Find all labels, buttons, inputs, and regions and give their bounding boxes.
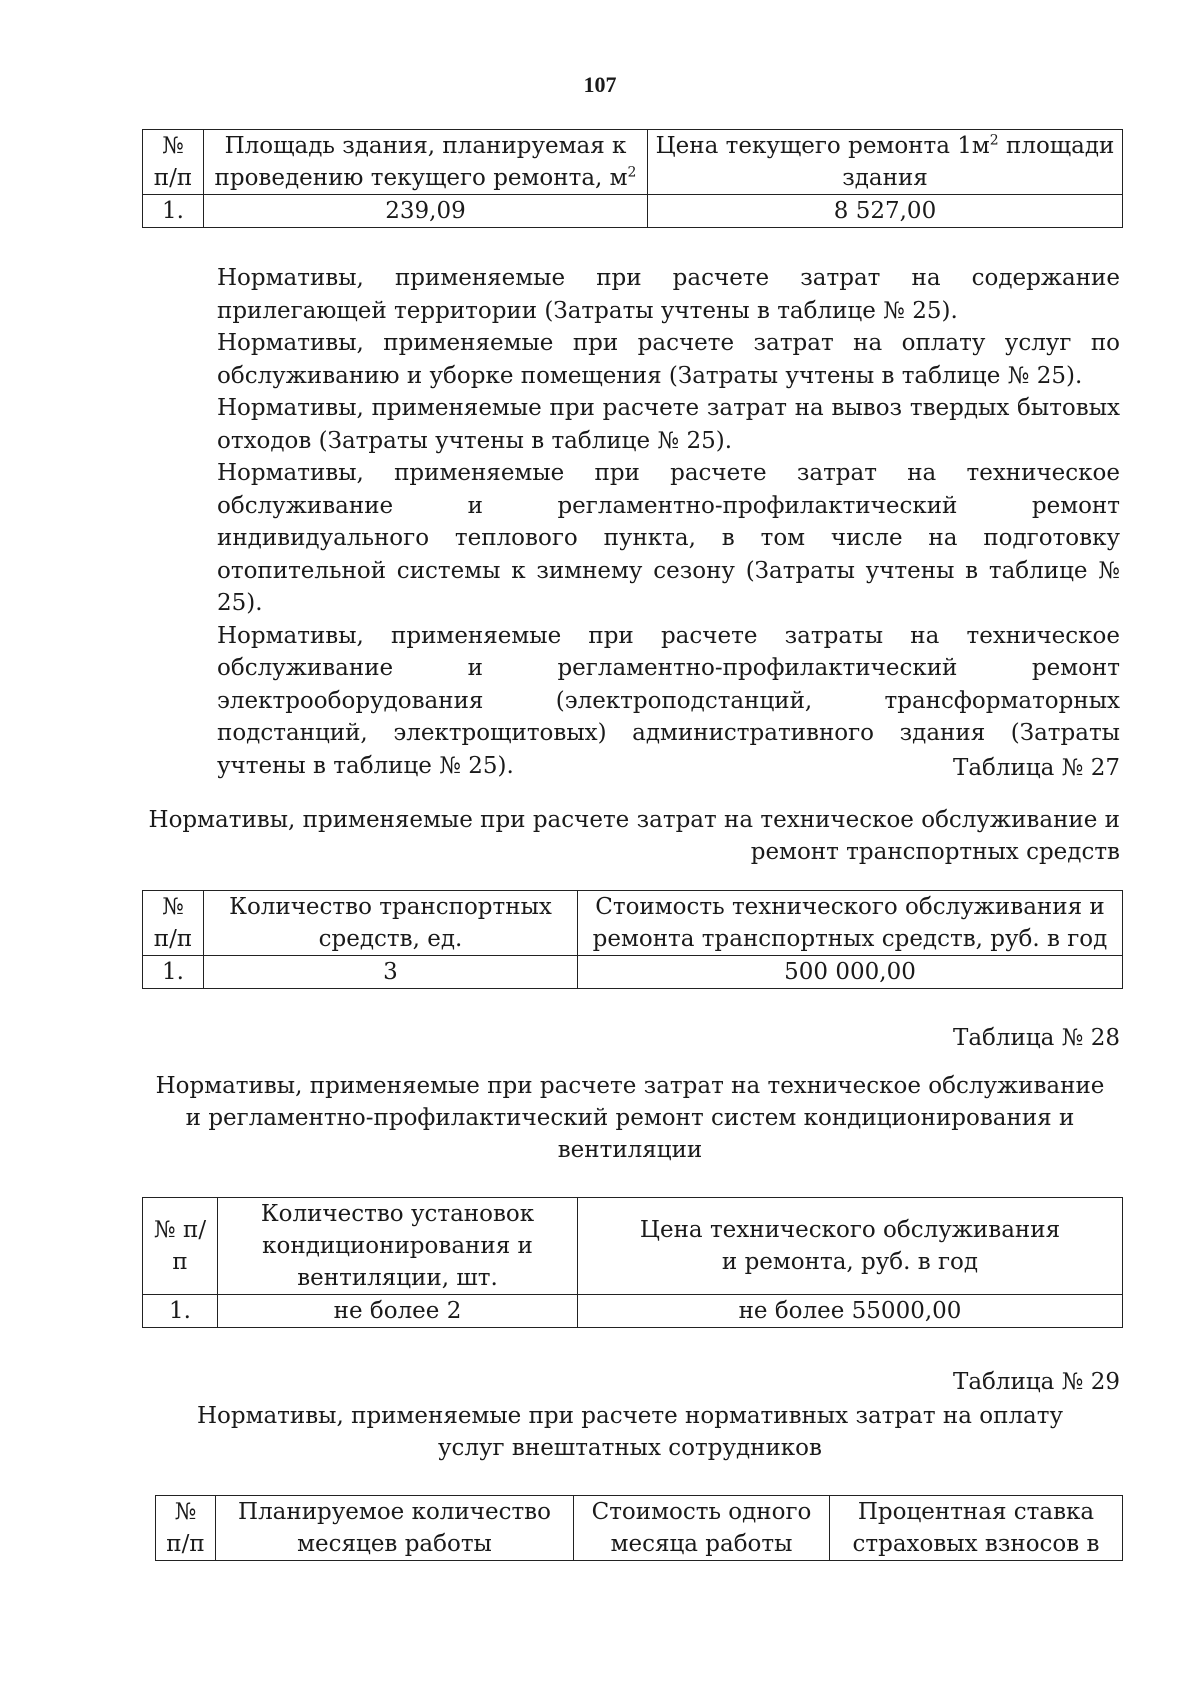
paragraph: Нормативы, применяемые при расчете затрат на оплату услуг по обслуживанию и уборке помещения (Затраты учтены в таблице № 25). [217, 330, 1120, 389]
table29-title: Нормативы, применяемые при расчете нормативных затрат на оплату услуг внештатных сотрудников [196, 1403, 1064, 1461]
table28-caption: Таблица № 28 [953, 1025, 1120, 1051]
table-cell: 1. [143, 956, 204, 989]
table27 [142, 890, 1123, 989]
norms-paragraphs [143, 262, 1120, 782]
table28-title: Нормативы, применяемые при расчете затрат на техническое обслуживание и регламентно-профилактический ремонт систем кондиционирования и вентиляции [155, 1073, 1105, 1163]
table29-caption: Таблица № 29 [953, 1369, 1120, 1395]
table-cell: 500 000,00 [578, 956, 1123, 989]
header-cell: № п/п [156, 1496, 216, 1561]
table-cell: 239,09 [204, 195, 648, 228]
area-repair-table [142, 129, 1123, 228]
table-cell: 1. [143, 195, 204, 228]
paragraph: Нормативы, применяемые при расчете затрат на содержание прилегающей территории (Затраты учтены в таблице № 25). [217, 265, 1120, 324]
header-cell: Количество установок кондиционирования и вентиляции, шт. [218, 1198, 578, 1295]
table-cell: не более 2 [218, 1295, 578, 1328]
table-cell: 8 527,00 [648, 195, 1123, 228]
table-header-row [143, 130, 1123, 195]
header-cell: Цена технического обслуживания и ремонта, руб. в год [578, 1198, 1123, 1295]
header-cell: Количество транспортных средств, ед. [204, 891, 578, 956]
table-cell: не более 55000,00 [578, 1295, 1123, 1328]
table-header-row [143, 1198, 1123, 1295]
table-cell: 3 [204, 956, 578, 989]
header-cell: Планируемое количество месяцев работы [216, 1496, 574, 1561]
table-header-row [143, 891, 1123, 956]
table27-caption: Таблица № 27 [953, 755, 1120, 781]
header-cell: Площадь здания, планируемая к проведению текущего ремонта, $м^2$ [204, 130, 648, 195]
paragraph: Нормативы, применяемые при расчете затрат на техническое обслуживание и регламентно-профилактический ремонт индивидуального теплового пункта, в том числе на подготовку отопительной системы к зимнему сезону (Затраты учтены в таблице № 25). [217, 460, 1120, 616]
table-cell: 1. [143, 1295, 218, 1328]
paragraph: Нормативы, применяемые при расчете затраты на техническое обслуживание и регламентно-профилактический ремонт электрооборудования (электроподстанций, трансформаторных подстанций, электрощитовых) административного здания (Затраты учтены в таблице № 25). [217, 622, 1120, 779]
header-cell: № п/п [143, 891, 204, 956]
table29 [155, 1495, 1123, 1561]
paragraph: Нормативы, применяемые при расчете затрат на вывоз твердых бытовых отходов (Затраты учтены в таблице № 25). [217, 395, 1120, 454]
header-cell: № п/п [143, 1198, 218, 1295]
table-row [143, 1295, 1123, 1328]
header-cell: № п/п [143, 130, 204, 195]
table28 [142, 1197, 1123, 1328]
header-cell: Цена текущего ремонта $1м^2$ площади здания [648, 130, 1123, 195]
table27-title-line1: Нормативы, применяемые при расчете затрат на техническое обслуживание и [148, 807, 1120, 833]
header-cell: Стоимость технического обслуживания и ремонта транспортных средств, руб. в год [578, 891, 1123, 956]
header-cell: Процентная ставка страховых взносов в [830, 1496, 1123, 1561]
table-row [143, 195, 1123, 228]
header-cell: Стоимость одного месяца работы [574, 1496, 830, 1561]
table27-title-line2: ремонт транспортных средств [750, 839, 1120, 865]
table-row [143, 956, 1123, 989]
table-header-row [156, 1496, 1123, 1561]
page-number: 107 [583, 72, 617, 97]
